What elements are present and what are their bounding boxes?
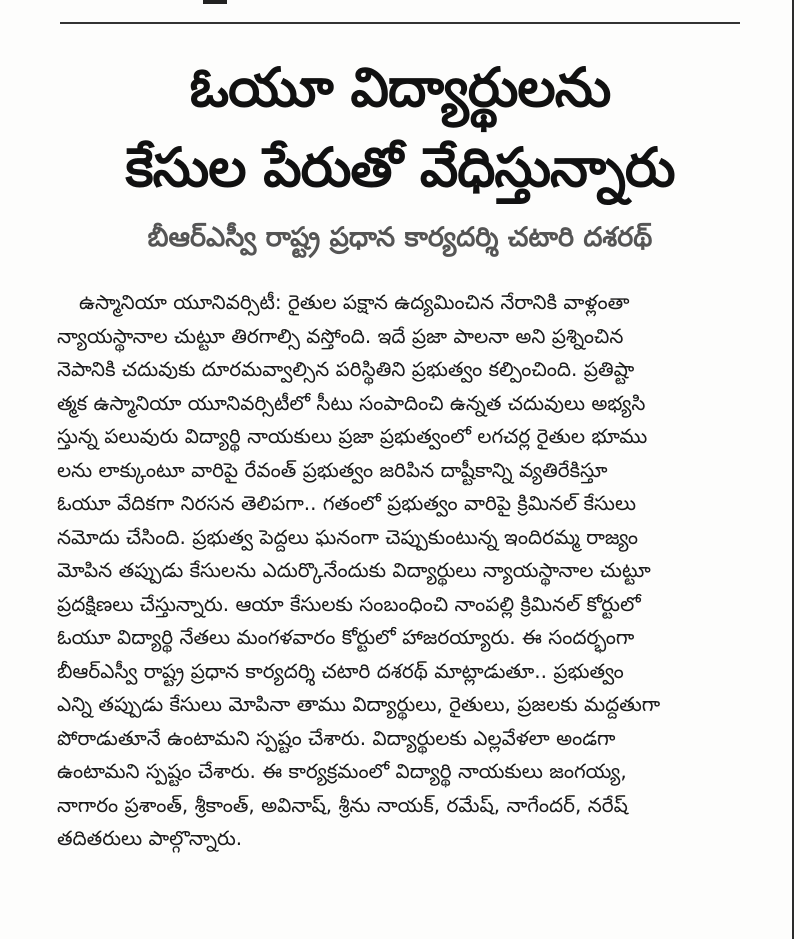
- headline-line-2: కేసుల పేరుతో వేధిస్తున్నారు: [125, 136, 675, 199]
- body-line: ఓయూ వేదికగా నిరసన తెలిపగా.. గతంలో ప్రభుత్వం వారిపై క్రిమినల్ కేసులు: [57, 491, 637, 515]
- body-line: నాగారం ప్రశాంత్, శ్రీకాంత్, అవినాష్, శ్రీను నాయక్, రమేష్, నాగేందర్, నరేష్: [57, 792, 628, 817]
- body-line: న్యాయస్థానాల చుట్టూ తిరగాల్సి వస్తోంది. ఇదే ప్రజా పాలనా అని ప్రశ్నించిన: [57, 323, 624, 348]
- article-headline: [40, 48, 760, 208]
- article-subheadline: బీఆర్‌ఎస్వీ రాష్ట్ర ప్రధాన కార్యదర్శి చటారి దశరథ్: [147, 222, 653, 253]
- body-line: మోపిన తప్పుడు కేసులను ఎదుర్కొనేందుకు విద్యార్థులు న్యాయస్థానాల చుట్టూ: [57, 558, 651, 582]
- body-line: ప్రదక్షిణలు చేస్తున్నారు. ఆయా కేసులకు సంబంధించి నాంపల్లి క్రిమినల్ కోర్టులో: [57, 591, 641, 616]
- body-line: బీఆర్‌ఎస్వీ రాష్ట్ర ప్రధాన కార్యదర్శి చటారి దశరథ్ మాట్లాడుతూ.. ప్రభుత్వం: [57, 658, 624, 683]
- body-line: ఓయూ విద్యార్థి నేతలు మంగళవారం కోర్టులో హాజరయ్యారు. ఈ సందర్భంగా: [57, 625, 635, 649]
- headline-line-1: ఓయూ విద్యార్థులను: [189, 56, 611, 119]
- top-crop-mark: [203, 0, 227, 4]
- body-line: నమోదు చేసింది. ప్రభుత్వ పెద్దలు ఘనంగా చెప్పుకుంటున్న ఇందిరమ్మ రాజ్యం: [57, 524, 639, 549]
- body-line: లను లాక్కుంటూ వారిపై రేవంత్ ప్రభుత్వం జరిపిన దాష్టీకాన్ని వ్యతిరేకిస్తూ: [57, 457, 608, 482]
- body-line: ఎన్ని తప్పుడు కేసులు మోపినా తాము విద్యార్థులు, రైతులు, ప్రజలకు మద్దతుగా: [57, 692, 661, 716]
- body-line: ఉస్మానియా యూనివర్సిటీ: రైతుల పక్షాన ఉద్యమించిన నేరానికి వాళ్లంతా: [79, 290, 630, 314]
- body-line: త్మక ఉస్మానియా యూనివర్సిటీలో సీటు సంపాదించి ఉన్నత చదువులు అభ్యసి: [57, 390, 646, 415]
- right-column-border: [792, 0, 794, 939]
- article-body: [57, 286, 743, 856]
- body-line: స్తున్న పలువురు విద్యార్థి నాయకులు ప్రజా ప్రభుత్వంలో లగచర్ల రైతుల భూము: [57, 424, 648, 448]
- body-line: పోరాడుతూనే ఉంటామని స్పష్టం చేశారు. విద్యార్థులకు ఎల్లవేళలా అండగా: [57, 725, 616, 750]
- top-divider: [60, 22, 740, 24]
- body-line: తదితరులు పాల్గొన్నారు.: [57, 826, 243, 850]
- body-line: ఉంటామని స్పష్టం చేశారు. ఈ కార్యక్రమంలో విద్యార్థి నాయకులు జంగయ్య,: [57, 759, 627, 783]
- body-line: నెపానికి చదువుకు దూరమవ్వాల్సిన పరిస్థితిని ప్రభుత్వం కల్పించింది. ప్రతిష్టా: [57, 357, 635, 381]
